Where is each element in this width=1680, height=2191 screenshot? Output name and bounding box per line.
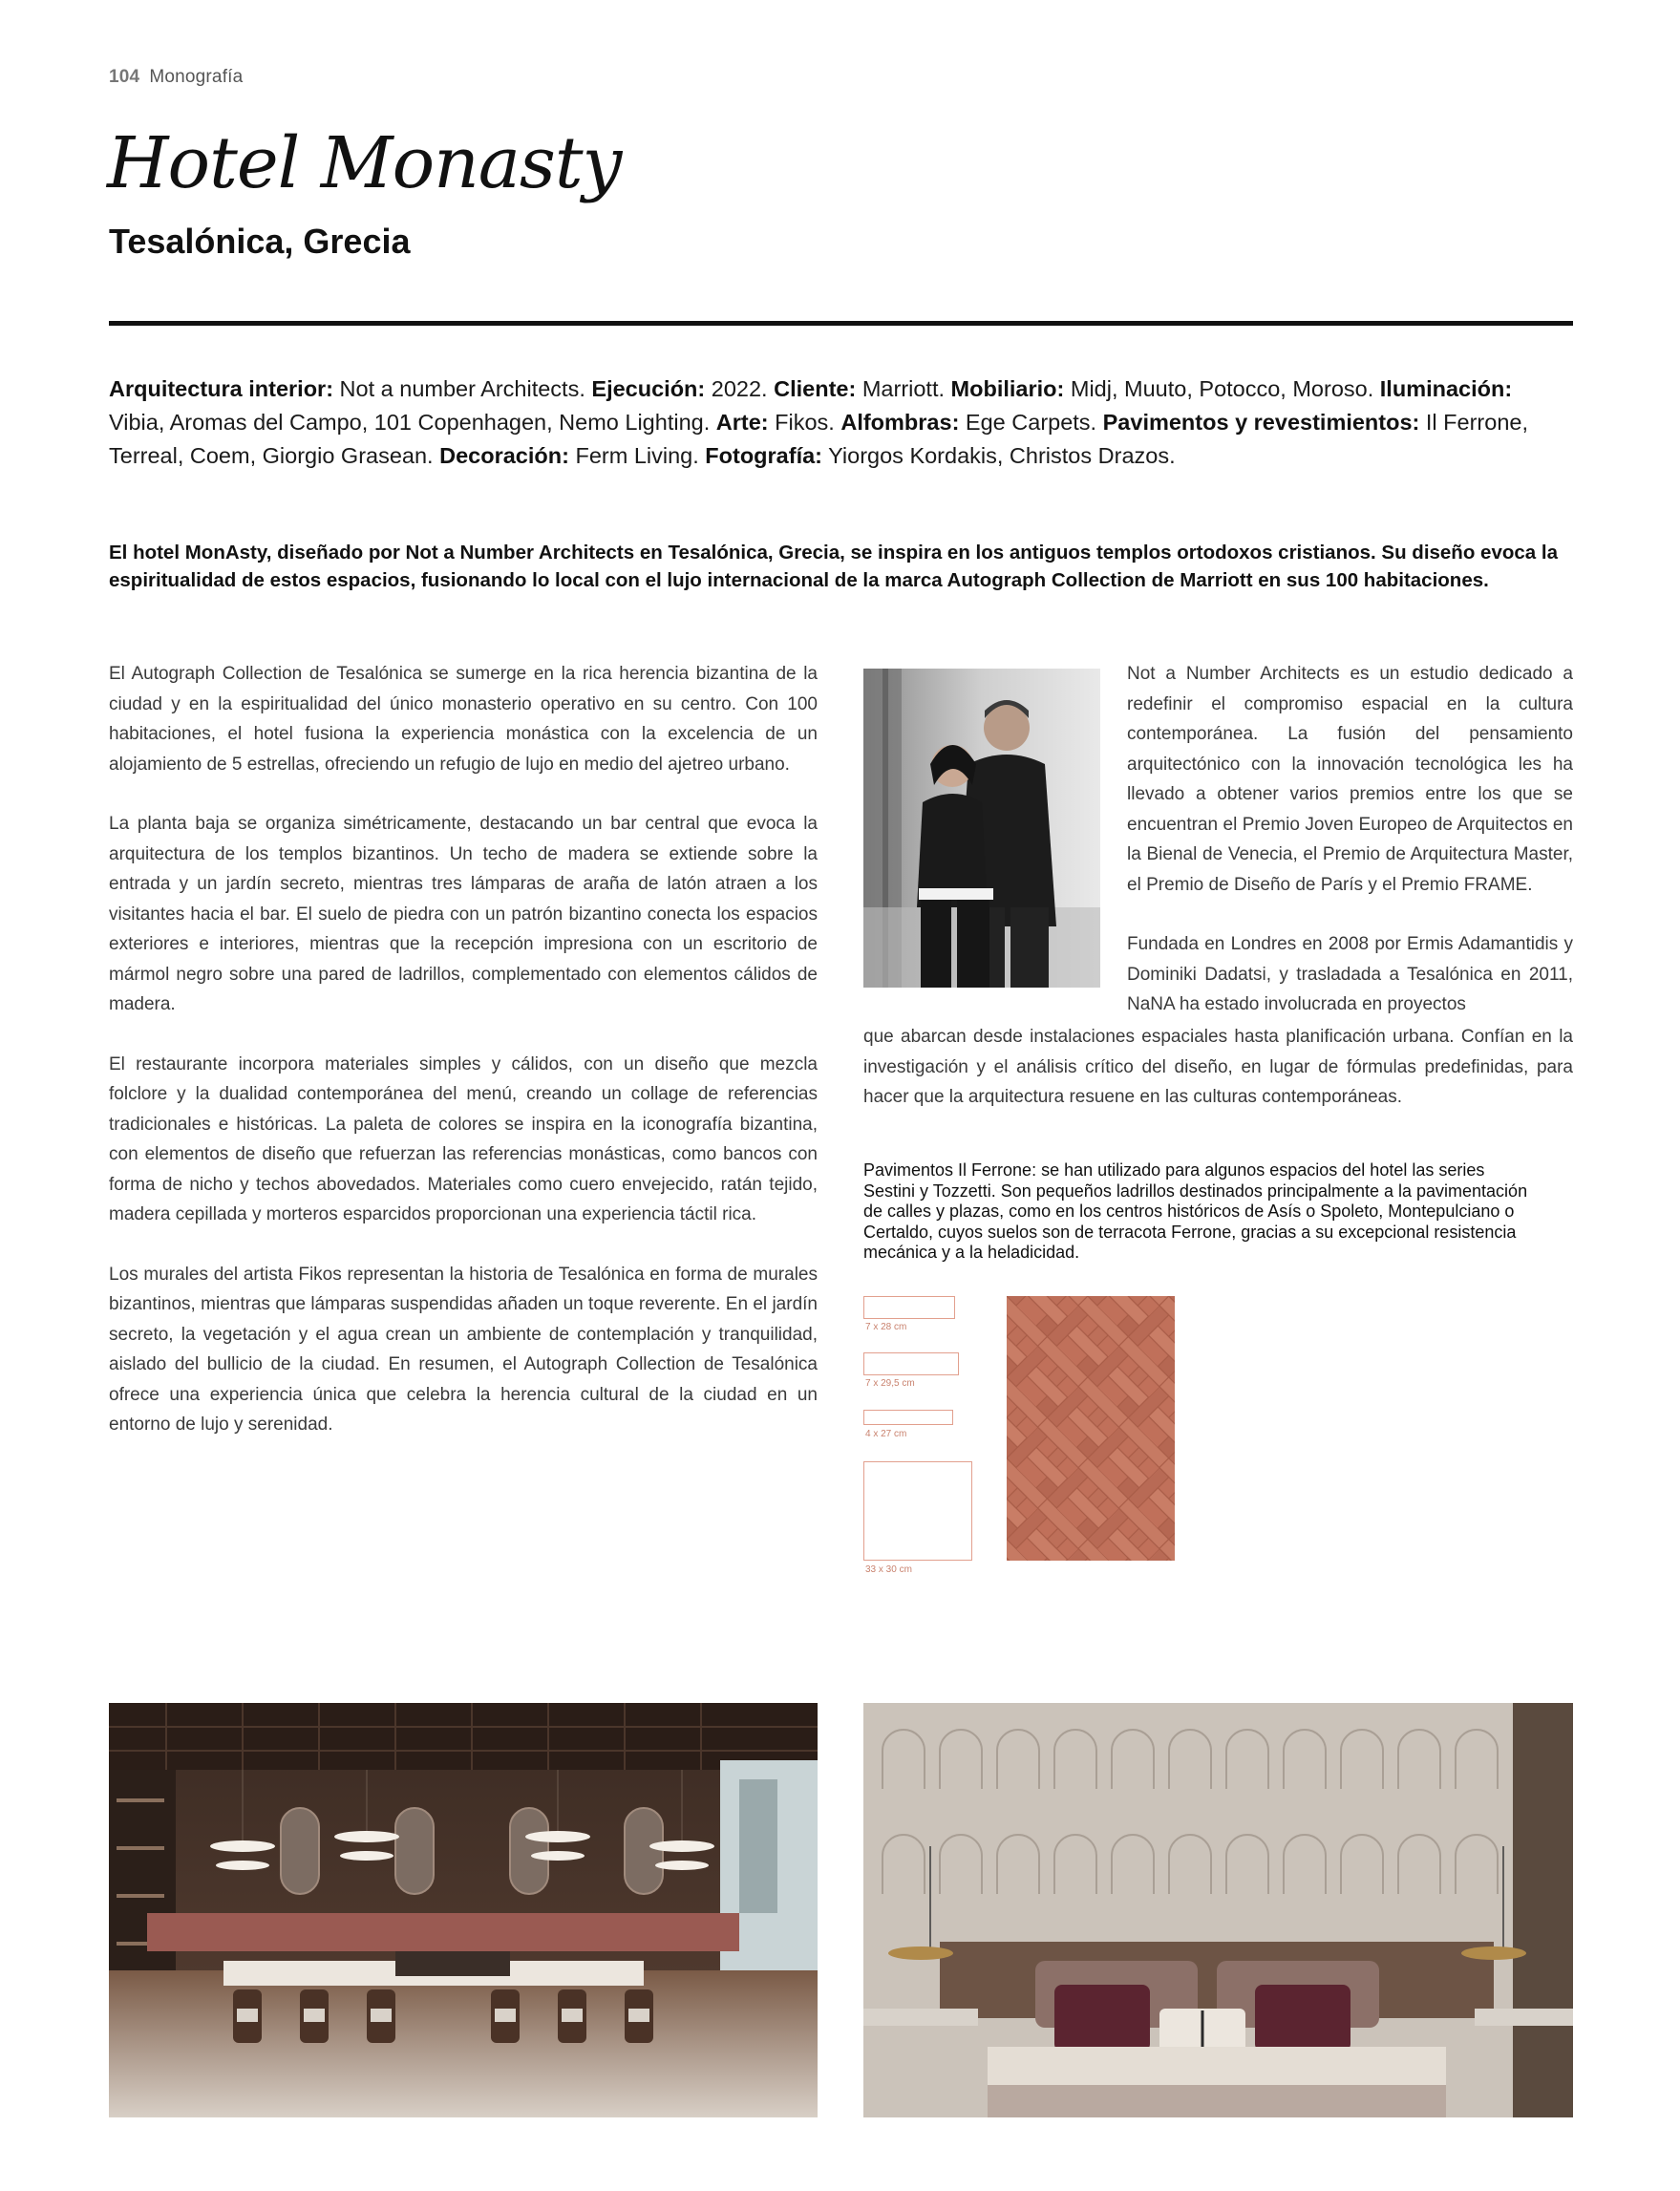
bedroom-illustration — [863, 1703, 1573, 2117]
right-column-top — [1127, 659, 1573, 1020]
body-paragraph: Fundada en Londres en 2008 por Ermis Adamantidis y Dominiki Dadatsi, y trasladada a Tesalónica en 2011, NaNA ha estado involucrada en proyectos — [1127, 934, 1573, 1014]
tile-label: 7 x 29,5 cm — [865, 1378, 915, 1389]
credit-label: Arquitectura interior: — [109, 376, 334, 401]
page-number: 104 — [109, 67, 140, 87]
tile-sample-7x28 — [863, 1296, 955, 1319]
credit-label: Ejecución: — [591, 376, 706, 401]
credit-label: Arte: — [715, 410, 769, 435]
architects-portrait — [863, 669, 1100, 988]
body-paragraph: Not a Number Architects es un estudio dedicado a redefinir el compromiso espacial en la cultura contemporánea. La fusión del pensamiento arquitectónico con la innovación tecnológica les ha llevado a obtener varios premios entre los que se encuentran el Premio Joven Europeo de Arquitectos en la Bienal de Venecia, el Premio de Arquitectura Master, el Premio de Diseño de París y el Premio FRAME. — [1127, 664, 1573, 895]
credit-value: Marriott. — [856, 376, 951, 401]
tile-sample-4x27 — [863, 1410, 953, 1425]
body-paragraph: La planta baja se organiza simétricamente, destacando un bar central que evoca la arquitectura de los templos bizantinos. Un techo de madera se extiende sobre la entrada y un jardín secreto, mientras tres lámparas de araña de latón atraen a los visitantes hacia el bar. El suelo de piedra con un patrón bizantino conecta los espacios exteriores e interiores, mientras que la recepción impresiona con un escritorio de mármol negro sobre una pared de ladrillos, complementado con elementos cálidos de madera. — [109, 814, 818, 1014]
credit-label: Iluminación: — [1379, 376, 1513, 401]
body-paragraph: Los murales del artista Fikos representan la historia de Tesalónica en forma de murales bizantinos, mientras que lámparas suspendidas añaden un toque reverente. En el jardín secreto, la vegetación y el agua crean un ambiente de contemplación y tranquilidad, aislado del bullicio de la ciudad. En resumen, el Autograph Collection de Tesalónica ofrece una experiencia única que celebra la herencia cultural de la ciudad en un entorno de lujo y serenidad. — [109, 1264, 818, 1435]
credit-value: Vibia, Aromas del Campo, 101 Copenhagen, Nemo Lighting. — [109, 410, 716, 435]
credit-value: Yiorgos Kordakis, Christos Drazos. — [822, 443, 1176, 468]
tile-label: 7 x 28 cm — [865, 1322, 907, 1332]
body-paragraph: El restaurante incorpora materiales simples y cálidos, con un diseño que mezcla folclore y la dualidad contemporánea del menú, creando un collage de referencias tradicionales e históricas. La paleta de colores se inspira en la iconografía bizantina, con elementos de diseño que refuerzan las referencias monásticas, como bancos con forma de nicho y techos abovedados. Materiales como cuero envejecido, ratán tejido, madera cepillada y morteros esparcidos proporcionan una experiencia táctil rica. — [109, 1053, 818, 1224]
credit-label: Mobiliario: — [950, 376, 1065, 401]
credit-label: Fotografía: — [705, 443, 822, 468]
right-column-bottom: que abarcan desde instalaciones espaciales hasta planificación urbana. Confían en la investigación y el análisis crítico del diseño, en lugar de fórmulas predefinidas, para hacer que la arquitectura resuene en las culturas contemporáneas. — [863, 1027, 1573, 1107]
restaurant-illustration — [109, 1703, 818, 2117]
tile-sample-33x30 — [863, 1461, 972, 1561]
credit-value: Midj, Muuto, Potocco, Moroso. — [1064, 376, 1380, 401]
credit-value: Ferm Living. — [568, 443, 706, 468]
credit-label: Cliente: — [774, 376, 857, 401]
credit-label: Decoración: — [439, 443, 569, 468]
intro-paragraph: El hotel MonAsty, diseñado por Not a Number Architects en Tesalónica, Grecia, se inspira en los antiguos templos ortodoxos cristianos. Su diseño evoca la espiritualidad de estos espacios, fusionando lo local con el lujo internacional de la marca Autograph Collection de Marriott en sus 100 habitaciones. — [109, 542, 1558, 591]
bedroom-photo — [863, 1703, 1573, 2117]
credits — [109, 372, 1573, 473]
running-head — [109, 67, 243, 88]
ferrone-caption: Pavimentos Il Ferrone: se han utilizado para algunos espacios del hotel las series Sestini y Tozzetti. Son pequeños ladrillos destinados principalmente a la pavimentación de calles y plazas, como en los centros históricos de Asís o Spoleto, Montepulciano o Certaldo, cuyos suelos son de terracota Ferrone, gracias a su excepcional resistencia mecánica y a la heladicidad. — [863, 1160, 1528, 1262]
credit-value: Ege Carpets. — [959, 410, 1103, 435]
credit-value: Il Ferrone, Terreal, Coem, Giorgio Grasean. — [109, 410, 1528, 468]
herringbone-sample — [1007, 1296, 1175, 1561]
body-paragraph: El Autograph Collection de Tesalónica se sumerge en la rica herencia bizantina de la ciudad y en la espiritualidad del único monasterio operativo en su centro. Con 100 habitaciones, el hotel fusiona la experiencia monástica con la excelencia de un alojamiento de 5 estrellas, ofreciendo un refugio de lujo en medio del ajetreo urbano. — [109, 664, 818, 775]
tile-sample-7x29 — [863, 1352, 959, 1375]
credit-label: Pavimentos y revestimientos: — [1102, 410, 1420, 435]
tile-label: 4 x 27 cm — [865, 1429, 907, 1439]
restaurant-photo — [109, 1703, 818, 2117]
section-label: Monografía — [149, 67, 244, 87]
left-column — [109, 659, 818, 1470]
credit-value: Not a number Architects. — [333, 376, 592, 401]
credit-value: Fikos. — [768, 410, 841, 435]
tile-label: 33 x 30 cm — [865, 1564, 912, 1575]
credit-label: Alfombras: — [840, 410, 960, 435]
article-title: Hotel Monasty — [107, 122, 622, 204]
title-rule — [109, 321, 1573, 326]
herringbone-pattern — [1007, 1296, 1175, 1561]
credit-value: 2022. — [705, 376, 775, 401]
portrait-illustration — [863, 669, 1100, 988]
article-subtitle: Tesalónica, Grecia — [109, 222, 411, 261]
